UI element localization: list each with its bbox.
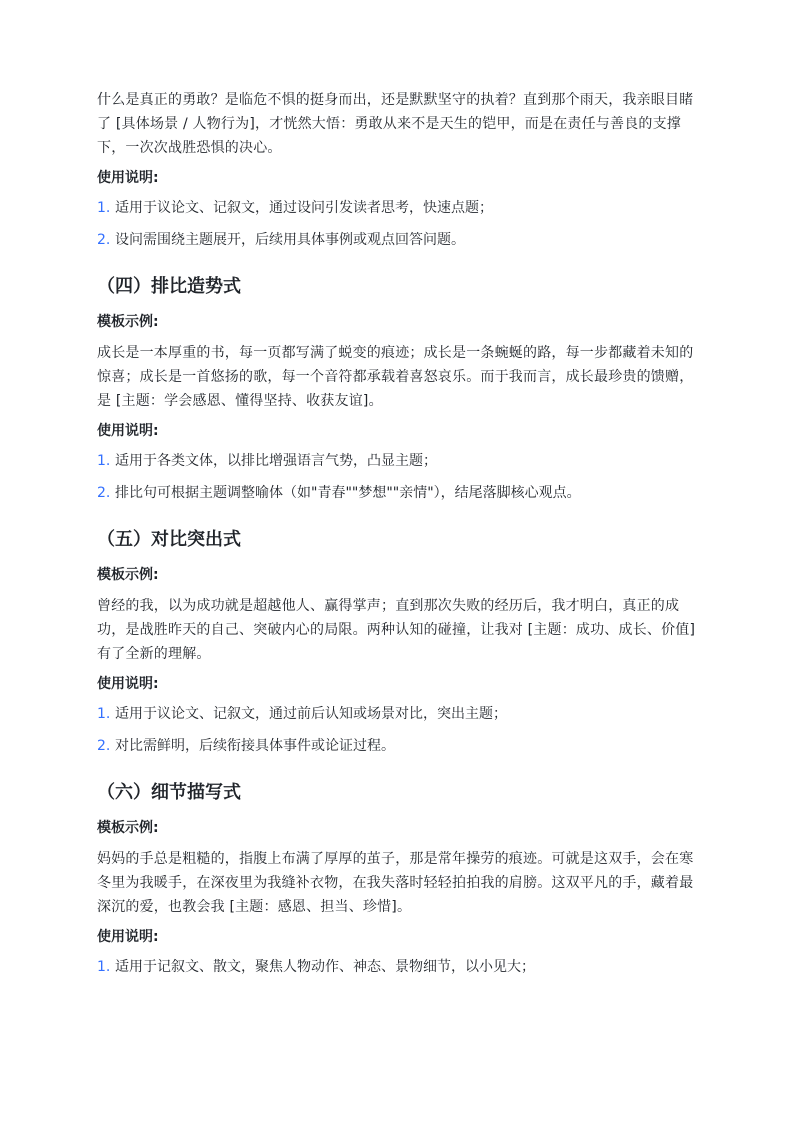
list-item bbox=[97, 956, 701, 978]
usage-label: 使用说明: bbox=[97, 170, 159, 186]
section-3-usage bbox=[97, 167, 701, 251]
example-label: 模板示例: bbox=[97, 314, 159, 330]
list-item bbox=[97, 450, 701, 472]
example-text: 曾经的我，以为成功就是超越他人、赢得掌声；直到那次失败的经历后，我才明白，真正的成功，是战胜昨天的自己、突破内心的局限。两种认知的碰撞，让我对 [主题：成功、成长、价值] 有了全新的理解。 bbox=[97, 598, 696, 662]
usage-label: 使用说明: bbox=[97, 929, 159, 945]
list-number: 2. bbox=[97, 738, 111, 754]
usage-label: 使用说明: bbox=[97, 423, 159, 439]
section-heading: （五）对比突出式 bbox=[97, 529, 241, 550]
section-4 bbox=[97, 273, 701, 504]
section-5 bbox=[97, 526, 701, 757]
list-item bbox=[97, 703, 701, 725]
list-number: 2. bbox=[97, 485, 111, 501]
list-number: 1. bbox=[97, 453, 111, 469]
list-item-text: 适用于议论文、记叙文，通过设问引发读者思考，快速点题； bbox=[115, 200, 493, 216]
list-item bbox=[97, 482, 701, 504]
list-item bbox=[97, 735, 701, 757]
example-label: 模板示例: bbox=[97, 820, 159, 836]
section-heading: （四）排比造势式 bbox=[97, 276, 241, 297]
list-item-text: 设问需围绕主题展开，后续用具体事例或观点回答问题。 bbox=[115, 232, 465, 248]
list-item-text: 适用于各类文体，以排比增强语言气势，凸显主题； bbox=[115, 453, 437, 469]
list-item-text: 对比需鲜明，后续衔接具体事件或论证过程。 bbox=[115, 738, 395, 754]
usage-label: 使用说明: bbox=[97, 676, 159, 692]
list-number: 2. bbox=[97, 232, 111, 248]
section-heading: （六）细节描写式 bbox=[97, 782, 241, 803]
list-item-text: 适用于议论文、记叙文，通过前后认知或场景对比，突出主题； bbox=[115, 706, 507, 722]
list-number: 1. bbox=[97, 200, 111, 216]
list-number: 1. bbox=[97, 959, 111, 975]
list-item-text: 排比句可根据主题调整喻体（如"青春""梦想""亲情"），结尾落脚核心观点。 bbox=[115, 485, 581, 501]
example-text: 妈妈的手总是粗糙的，指腹上布满了厚厚的茧子，那是常年操劳的痕迹。可就是这双手，会在寒冬里为我暖手，在深夜里为我缝补衣物，在我失落时轻轻拍拍我的肩膀。这双平凡的手，藏着最深沉的爱，也教会我 [主题：感恩、担当、珍惜]。 bbox=[97, 851, 694, 915]
list-item bbox=[97, 229, 701, 251]
list-item-text: 适用于记叙文、散文，聚焦人物动作、神态、景物细节，以小见大； bbox=[115, 959, 535, 975]
section-6 bbox=[97, 779, 701, 978]
list-number: 1. bbox=[97, 706, 111, 722]
intro-paragraph: 什么是真正的勇敢？是临危不惧的挺身而出，还是默默坚守的执着？直到那个雨天，我亲眼目睹了 [具体场景 / 人物行为]，才恍然大悟：勇敢从来不是天生的铠甲，而是在责任与善良的支撑下，一次次战胜恐惧的决心。 bbox=[97, 92, 694, 156]
example-label: 模板示例: bbox=[97, 567, 159, 583]
document-page bbox=[97, 88, 701, 978]
example-text: 成长是一本厚重的书，每一页都写满了蜕变的痕迹；成长是一条蜿蜒的路，每一步都藏着未知的惊喜；成长是一首悠扬的歌，每一个音符都承载着喜怒哀乐。而于我而言，成长最珍贵的馈赠，是 [主题：学会感恩、懂得坚持、收获友谊]。 bbox=[97, 345, 694, 409]
list-item bbox=[97, 197, 701, 219]
